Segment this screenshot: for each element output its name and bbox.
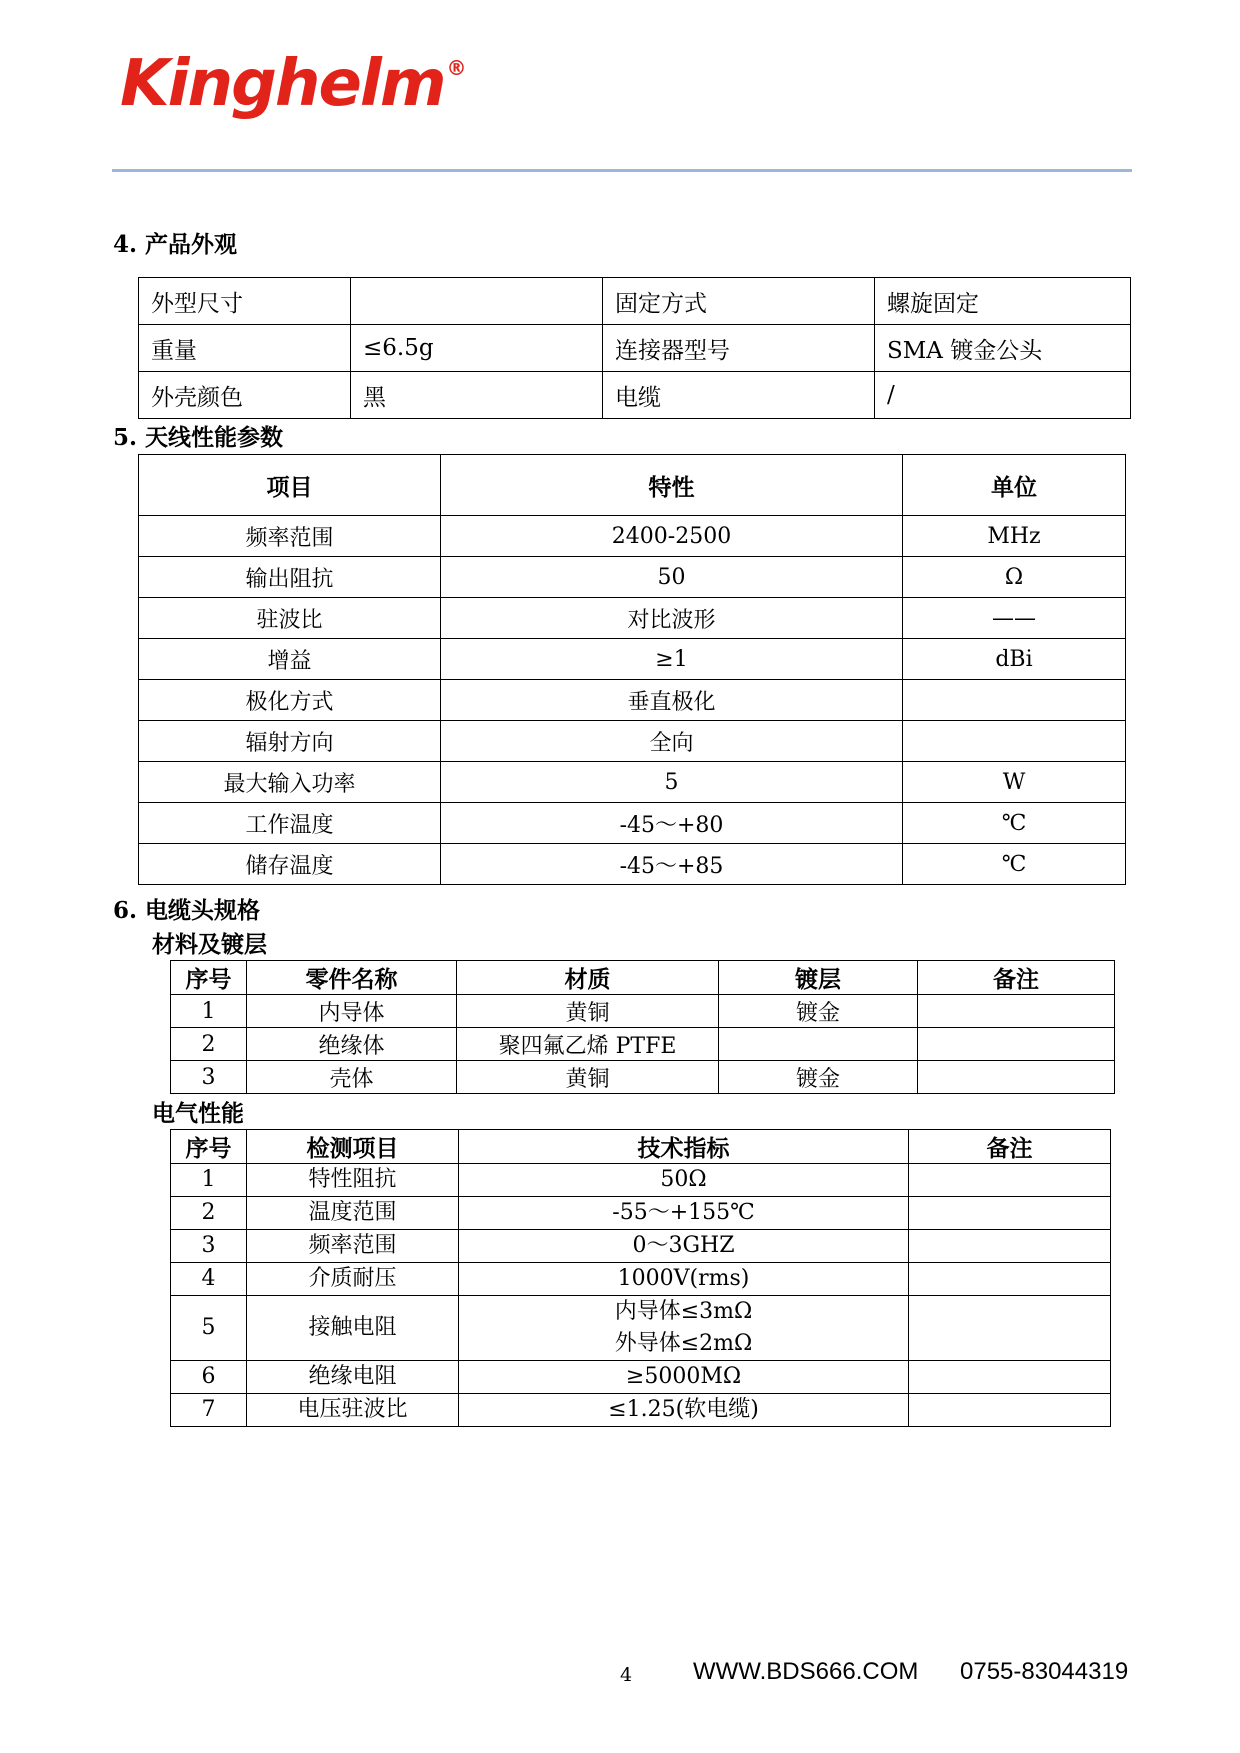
table-cell: Ω xyxy=(903,557,1126,598)
table-row xyxy=(139,325,1131,372)
table-cell: 黑 xyxy=(351,372,603,419)
table-cell xyxy=(909,1197,1111,1230)
spec-line: ≥5000MΩ xyxy=(625,1364,742,1389)
header-cell: 材质 xyxy=(457,961,719,995)
table-cell xyxy=(909,1263,1111,1296)
table-cell xyxy=(459,1394,909,1427)
table-cell: 5 xyxy=(171,1296,247,1361)
table-cell: 聚四氟乙烯 PTFE xyxy=(457,1028,719,1061)
table-cell: 最大输入功率 xyxy=(139,762,441,803)
table-cell: 1 xyxy=(171,995,247,1028)
table-row xyxy=(171,1164,1111,1197)
table-cell: 全向 xyxy=(441,721,903,762)
table-cell: 黄铜 xyxy=(457,995,719,1028)
table-cell: 输出阻抗 xyxy=(139,557,441,598)
table-cell xyxy=(909,1164,1111,1197)
table-cell: 绝缘电阻 xyxy=(247,1361,459,1394)
table-cell: 储存温度 xyxy=(139,844,441,885)
table-cell: 接触电阻 xyxy=(247,1296,459,1361)
table-cell: 绝缘体 xyxy=(247,1028,457,1061)
table-row xyxy=(139,598,1126,639)
table-row xyxy=(171,1263,1111,1296)
header-cell: 序号 xyxy=(171,1130,247,1164)
registered-mark: ® xyxy=(446,56,465,80)
table-header-row xyxy=(139,455,1126,516)
spec-line: -55～+155℃ xyxy=(612,1200,755,1225)
spec-line: 1000V(rms) xyxy=(617,1266,750,1291)
table-cell: 镀金 xyxy=(719,1061,918,1094)
header-cell: 零件名称 xyxy=(247,961,457,995)
table-cell: 介质耐压 xyxy=(247,1263,459,1296)
table-cell: 2 xyxy=(171,1197,247,1230)
header-rule xyxy=(112,169,1132,172)
table-row xyxy=(171,1197,1111,1230)
section-title-performance: 5. 天线性能参数 xyxy=(113,424,284,451)
table-cell: 重量 xyxy=(139,325,351,372)
table-cell: 6 xyxy=(171,1361,247,1394)
header-cell: 单位 xyxy=(903,455,1126,516)
table-cell xyxy=(909,1361,1111,1394)
header-cell: 技术指标 xyxy=(459,1130,909,1164)
header-cell: 检测项目 xyxy=(247,1130,459,1164)
table-cell: 频率范围 xyxy=(247,1230,459,1263)
subsection-title-electrical: 电气性能 xyxy=(152,1100,244,1127)
table-cell xyxy=(909,1230,1111,1263)
table-cell: 螺旋固定 xyxy=(875,278,1131,325)
appearance-table xyxy=(138,277,1131,419)
section-title-appearance: 4. 产品外观 xyxy=(113,231,238,258)
table-cell: ℃ xyxy=(903,803,1126,844)
table-cell: MHz xyxy=(903,516,1126,557)
spec-line: 内导体≤3mΩ xyxy=(614,1299,753,1324)
spec-line: ≤1.25(软电缆) xyxy=(608,1397,759,1422)
header-cell: 备注 xyxy=(909,1130,1111,1164)
materials-table xyxy=(170,960,1115,1094)
electrical-table xyxy=(170,1129,1111,1427)
header-cell: 项目 xyxy=(139,455,441,516)
table-cell xyxy=(459,1361,909,1394)
table-cell xyxy=(909,1296,1111,1361)
table-row xyxy=(139,516,1126,557)
table-row xyxy=(139,721,1126,762)
table-cell: 7 xyxy=(171,1394,247,1427)
table-row xyxy=(171,1296,1111,1361)
table-cell: dBi xyxy=(903,639,1126,680)
table-cell: 电缆 xyxy=(603,372,875,419)
table-cell: 对比波形 xyxy=(441,598,903,639)
table-cell: 外壳颜色 xyxy=(139,372,351,419)
table-cell: 壳体 xyxy=(247,1061,457,1094)
table-cell: 外型尺寸 xyxy=(139,278,351,325)
table-cell: W xyxy=(903,762,1126,803)
table-cell: 2 xyxy=(171,1028,247,1061)
table-cell: 1 xyxy=(171,1164,247,1197)
table-cell: 3 xyxy=(171,1061,247,1094)
table-row xyxy=(139,639,1126,680)
page-number: 4 xyxy=(620,1664,633,1686)
table-cell: 内导体 xyxy=(247,995,457,1028)
table-cell: 辐射方向 xyxy=(139,721,441,762)
table-cell: 固定方式 xyxy=(603,278,875,325)
table-cell xyxy=(918,1028,1115,1061)
table-cell xyxy=(918,1061,1115,1094)
table-cell: 黄铜 xyxy=(457,1061,719,1094)
table-cell: 连接器型号 xyxy=(603,325,875,372)
table-cell: 温度范围 xyxy=(247,1197,459,1230)
table-cell: ≤6.5g xyxy=(351,325,603,372)
table-cell xyxy=(459,1296,909,1361)
table-row xyxy=(171,1361,1111,1394)
table-row xyxy=(139,557,1126,598)
table-cell xyxy=(903,721,1126,762)
table-row xyxy=(139,372,1131,419)
table-cell: 5 xyxy=(441,762,903,803)
table-cell xyxy=(918,995,1115,1028)
table-row xyxy=(171,1394,1111,1427)
table-cell: ℃ xyxy=(903,844,1126,885)
table-header-row xyxy=(171,1130,1111,1164)
table-row xyxy=(171,1028,1115,1061)
table-cell: 极化方式 xyxy=(139,680,441,721)
header-cell: 序号 xyxy=(171,961,247,995)
table-row xyxy=(171,1230,1111,1263)
table-cell xyxy=(719,1028,918,1061)
table-row xyxy=(171,1061,1115,1094)
spec-line: 0～3GHZ xyxy=(632,1233,735,1258)
section-title-cable-head: 6. 电缆头规格 xyxy=(113,897,261,924)
table-cell: 增益 xyxy=(139,639,441,680)
table-cell: 工作温度 xyxy=(139,803,441,844)
table-cell xyxy=(459,1164,909,1197)
table-cell xyxy=(909,1394,1111,1427)
table-cell: 3 xyxy=(171,1230,247,1263)
header-cell: 备注 xyxy=(918,961,1115,995)
table-header-row xyxy=(171,961,1115,995)
table-row xyxy=(139,844,1126,885)
table-cell: ≥1 xyxy=(441,639,903,680)
spec-line: 外导体≤2mΩ xyxy=(614,1331,753,1356)
table-cell: -45～+80 xyxy=(441,803,903,844)
header-cell: 特性 xyxy=(441,455,903,516)
table-cell: 特性阻抗 xyxy=(247,1164,459,1197)
table-row xyxy=(171,995,1115,1028)
kinghelm-logo: Kinghelm ® xyxy=(120,47,465,121)
table-cell: 50 xyxy=(441,557,903,598)
spec-line: 50Ω xyxy=(660,1167,707,1192)
table-cell: 频率范围 xyxy=(139,516,441,557)
table-cell: SMA 镀金公头 xyxy=(875,325,1131,372)
table-cell: / xyxy=(875,372,1131,419)
table-cell xyxy=(351,278,603,325)
table-cell: —— xyxy=(903,598,1126,639)
table-row xyxy=(139,803,1126,844)
table-cell xyxy=(459,1263,909,1296)
phone-number: 0755-83044319 xyxy=(960,1658,1129,1685)
table-cell xyxy=(903,680,1126,721)
table-cell: -45～+85 xyxy=(441,844,903,885)
table-cell xyxy=(459,1230,909,1263)
table-cell: 2400-2500 xyxy=(441,516,903,557)
table-cell: 垂直极化 xyxy=(441,680,903,721)
table-cell: 4 xyxy=(171,1263,247,1296)
website-link[interactable]: WWW.BDS666.COM xyxy=(693,1658,919,1685)
performance-table xyxy=(138,454,1126,885)
table-cell: 驻波比 xyxy=(139,598,441,639)
subsection-title-materials: 材料及镀层 xyxy=(152,931,267,958)
table-cell xyxy=(459,1197,909,1230)
table-row xyxy=(139,762,1126,803)
table-row xyxy=(139,278,1131,325)
table-row xyxy=(139,680,1126,721)
table-cell: 电压驻波比 xyxy=(247,1394,459,1427)
table-cell: 镀金 xyxy=(719,995,918,1028)
header-cell: 镀层 xyxy=(719,961,918,995)
